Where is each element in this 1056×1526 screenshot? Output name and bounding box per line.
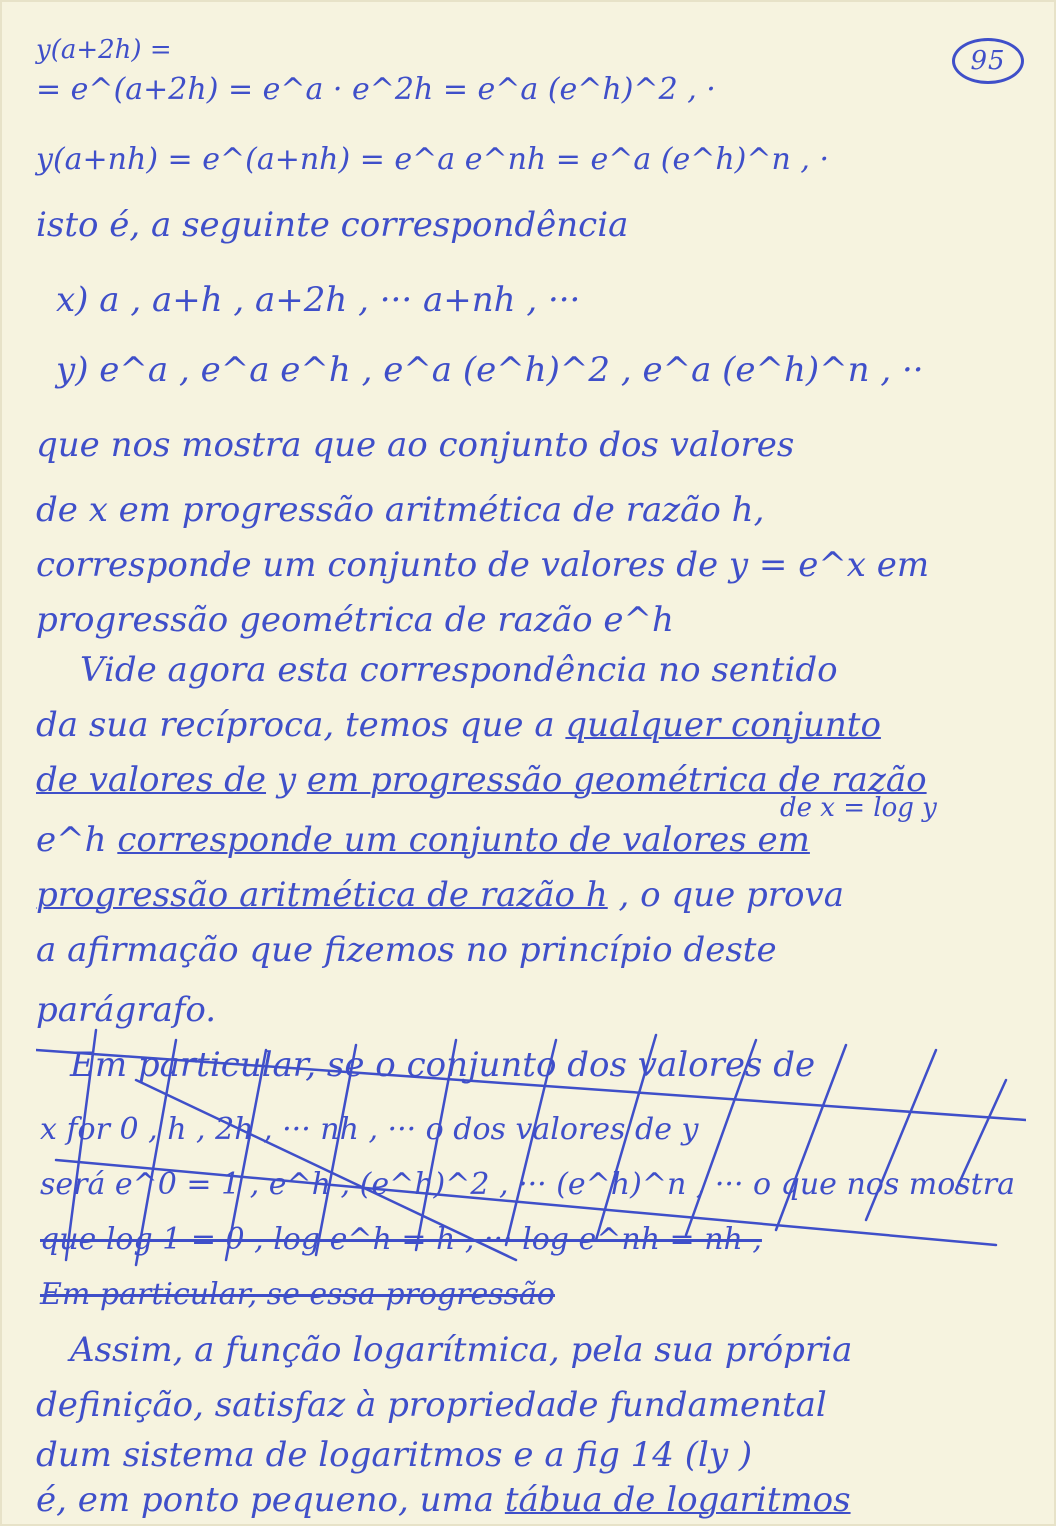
cross-out-hatching [36, 1020, 1026, 1270]
underlined-text: qualquer conjunto [565, 705, 881, 745]
text-segment: é, em ponto pequeno, uma [36, 1480, 505, 1520]
page-number: 95 [952, 38, 1024, 84]
text-line: a afirmação que fizemos no princípio deste [36, 930, 777, 970]
underlined-text: de valores de [36, 760, 267, 800]
underlined-text: corresponde um conjunto de valores em [117, 820, 810, 860]
crossed-out-line: x for 0 , h , 2h , ··· nh , ··· o dos valores de y [40, 1112, 699, 1147]
underlined-text: progressão aritmética de razão h [36, 875, 608, 915]
underlined-text: em progressão geométrica de razão [306, 760, 927, 800]
text-line [36, 820, 810, 860]
equation-line-1: y(a+2h) = [36, 35, 172, 65]
text-line [36, 1480, 851, 1520]
text-segment: da sua recíproca, temos que a [36, 705, 566, 745]
text-line: parágrafo. [36, 990, 217, 1030]
text-line: progressão geométrica de razão e^h [36, 600, 674, 640]
text-line: Assim, a função logarítmica, pela sua própria [70, 1330, 853, 1370]
crossed-out-line: Em particular, se essa progressão [40, 1277, 555, 1312]
crossed-out-line: será e^0 = 1 , e^h , (e^h)^2 , ··· (e^h)^n , ··· o que nos mostra [40, 1167, 1015, 1202]
equation-line-3: y(a+nh) = e^(a+nh) = e^a e^nh = e^a (e^h)^n , · [36, 142, 829, 177]
crossed-out-line: que log 1 = 0 , log e^h = h , ··· log e^nh = nh , [40, 1222, 762, 1257]
text-segment: y [266, 760, 307, 800]
sequence-x-line: x) a , a+h , a+2h , ··· a+nh , ··· [56, 280, 581, 320]
text-segment: , o que prova [607, 875, 844, 915]
text-line: de x em progressão aritmética de razão h, [36, 490, 765, 530]
text-line: Vide agora esta correspondência no sentido [80, 650, 838, 690]
text-line: isto é, a seguinte correspondência [36, 205, 629, 245]
text-line [36, 705, 881, 745]
crossed-out-line: Em particular, se o conjunto dos valores de [70, 1045, 816, 1085]
sequence-y-line: y) e^a , e^a e^h , e^a (e^h)^2 , e^a (e^h)^n , ·· [56, 350, 924, 390]
underlined-text: tábua de logaritmos [504, 1480, 851, 1520]
text-line: definição, satisfaz à propriedade fundamental [36, 1385, 827, 1425]
text-line: corresponde um conjunto de valores de y = e^x em [36, 545, 930, 585]
text-segment: e^h [36, 820, 118, 860]
inserted-annotation: de x = log y [780, 793, 937, 823]
text-line: que nos mostra que ao conjunto dos valores [36, 425, 795, 465]
equation-line-2: = e^(a+2h) = e^a · e^2h = e^a (e^h)^2 , · [36, 72, 716, 107]
text-line [36, 875, 844, 915]
text-line: dum sistema de logaritmos e a fig 14 (ly ) [36, 1435, 753, 1475]
